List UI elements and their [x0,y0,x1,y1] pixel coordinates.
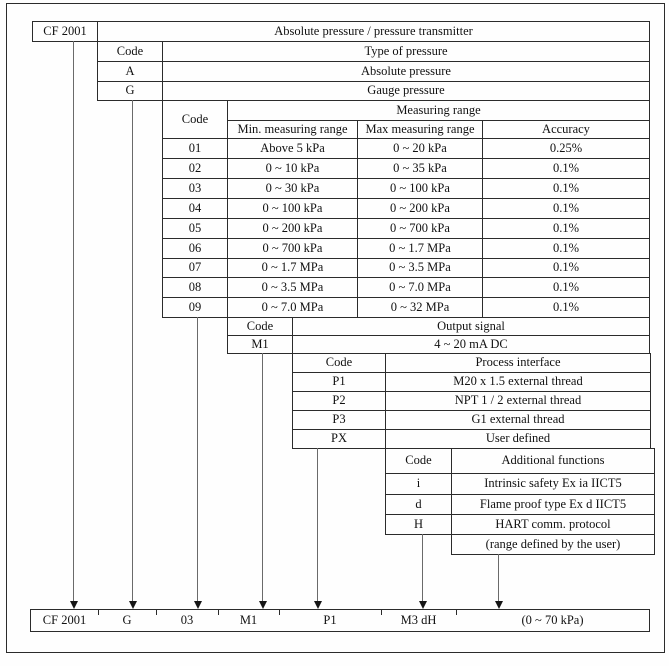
connector-arrow [73,41,74,601]
pressure-type-option-code: A [97,61,163,82]
range-note-cell: (range defined by the user) [451,534,655,555]
additional-functions-option-label: HART comm. protocol [451,514,655,535]
range-code-cell: 08 [162,277,228,298]
range-code-cell: 04 [162,198,228,219]
range-max-cell: 0 ~ 32 MPa [357,297,483,318]
pressure-type-code-header: Code [97,41,163,62]
additional-functions-option-code: H [385,514,452,535]
range-accuracy-cell: 0.1% [482,238,650,259]
range-max-cell: 0 ~ 7.0 MPa [357,277,483,298]
range-min-cell: 0 ~ 1.7 MPa [227,258,358,278]
process-interface-option-label: NPT 1 / 2 external thread [385,391,651,411]
example-order-bar [30,609,650,632]
additional-functions-code-header: Code [385,448,452,474]
range-accuracy-cell: 0.1% [482,178,650,199]
range-max-cell: 0 ~ 100 kPa [357,178,483,199]
range-max-cell: 0 ~ 200 kPa [357,198,483,219]
example-cell-output-signal: M1 [239,613,258,627]
range-max-cell: 0 ~ 35 kPa [357,158,483,179]
process-interface-code-header: Code [292,353,386,373]
pressure-type-option-label: Absolute pressure [162,61,650,82]
example-cell-model: CF 2001 [42,613,87,627]
range-code-cell: 03 [162,178,228,199]
connector-arrow [262,353,263,601]
additional-functions-title: Additional functions [451,448,655,474]
range-max-cell: 0 ~ 1.7 MPa [357,238,483,259]
output-signal-code-header: Code [227,317,293,336]
measuring-range-title: Measuring range [227,100,650,121]
range-min-cell: 0 ~ 200 kPa [227,218,358,239]
range-accuracy-cell: 0.1% [482,198,650,219]
range-max-cell: 0 ~ 3.5 MPa [357,258,483,278]
range-min-cell: 0 ~ 30 kPa [227,178,358,199]
additional-functions-option-label: Flame proof type Ex d IICT5 [451,494,655,515]
example-cell-interface: P1 [323,613,337,627]
output-signal-option-code: M1 [227,335,293,354]
model-code-cell: CF 2001 [32,21,98,42]
process-interface-title: Process interface [385,353,651,373]
range-code-cell: 02 [162,158,228,179]
connector-arrow [197,317,198,601]
connector-arrow [498,554,499,601]
range-code-cell: 01 [162,138,228,159]
process-interface-option-code: P2 [292,391,386,411]
range-min-cell: 0 ~ 3.5 MPa [227,277,358,298]
process-interface-option-label: User defined [385,429,651,449]
connector-arrow [317,448,318,601]
range-min-cell: 0 ~ 10 kPa [227,158,358,179]
example-cell-range-code: 03 [180,613,194,627]
range-accuracy-cell: 0.1% [482,277,650,298]
measuring-range-code-header: Code [162,100,228,139]
range-code-cell: 05 [162,218,228,239]
range-accuracy-cell: 0.1% [482,158,650,179]
output-signal-title: Output signal [292,317,650,336]
pressure-type-option-code: G [97,81,163,101]
range-code-cell: 06 [162,238,228,259]
range-accuracy-cell: 0.25% [482,138,650,159]
accuracy-column-header: Accuracy [482,120,650,139]
range-min-cell: 0 ~ 7.0 MPa [227,297,358,318]
connector-arrow [422,534,423,601]
additional-functions-option-label: Intrinsic safety Ex ia IICT5 [451,473,655,495]
output-signal-option-label: 4 ~ 20 mA DC [292,335,650,354]
process-interface-option-code: P1 [292,372,386,392]
pressure-type-option-label: Gauge pressure [162,81,650,101]
example-cell-functions: M3 dH [400,613,437,627]
additional-functions-option-code: i [385,473,452,495]
range-accuracy-cell: 0.1% [482,297,650,318]
process-interface-option-label: M20 x 1.5 external thread [385,372,651,392]
range-min-cell: 0 ~ 700 kPa [227,238,358,259]
connector-arrow [132,100,133,601]
range-accuracy-cell: 0.1% [482,258,650,278]
process-interface-option-code: PX [292,429,386,449]
range-max-cell: 0 ~ 700 kPa [357,218,483,239]
pressure-type-title: Type of pressure [162,41,650,62]
max-range-column-header: Max measuring range [357,120,483,139]
product-title-cell: Absolute pressure / pressure transmitter [97,21,650,42]
example-cell-range-value: (0 ~ 70 kPa) [521,613,584,627]
additional-functions-option-code: d [385,494,452,515]
range-accuracy-cell: 0.1% [482,218,650,239]
range-min-cell: 0 ~ 100 kPa [227,198,358,219]
range-code-cell: 07 [162,258,228,278]
example-cell-pressure-type: G [122,613,132,627]
min-range-column-header: Min. measuring range [227,120,358,139]
range-code-cell: 09 [162,297,228,318]
range-max-cell: 0 ~ 20 kPa [357,138,483,159]
range-min-cell: Above 5 kPa [227,138,358,159]
process-interface-option-label: G1 external thread [385,410,651,430]
process-interface-option-code: P3 [292,410,386,430]
